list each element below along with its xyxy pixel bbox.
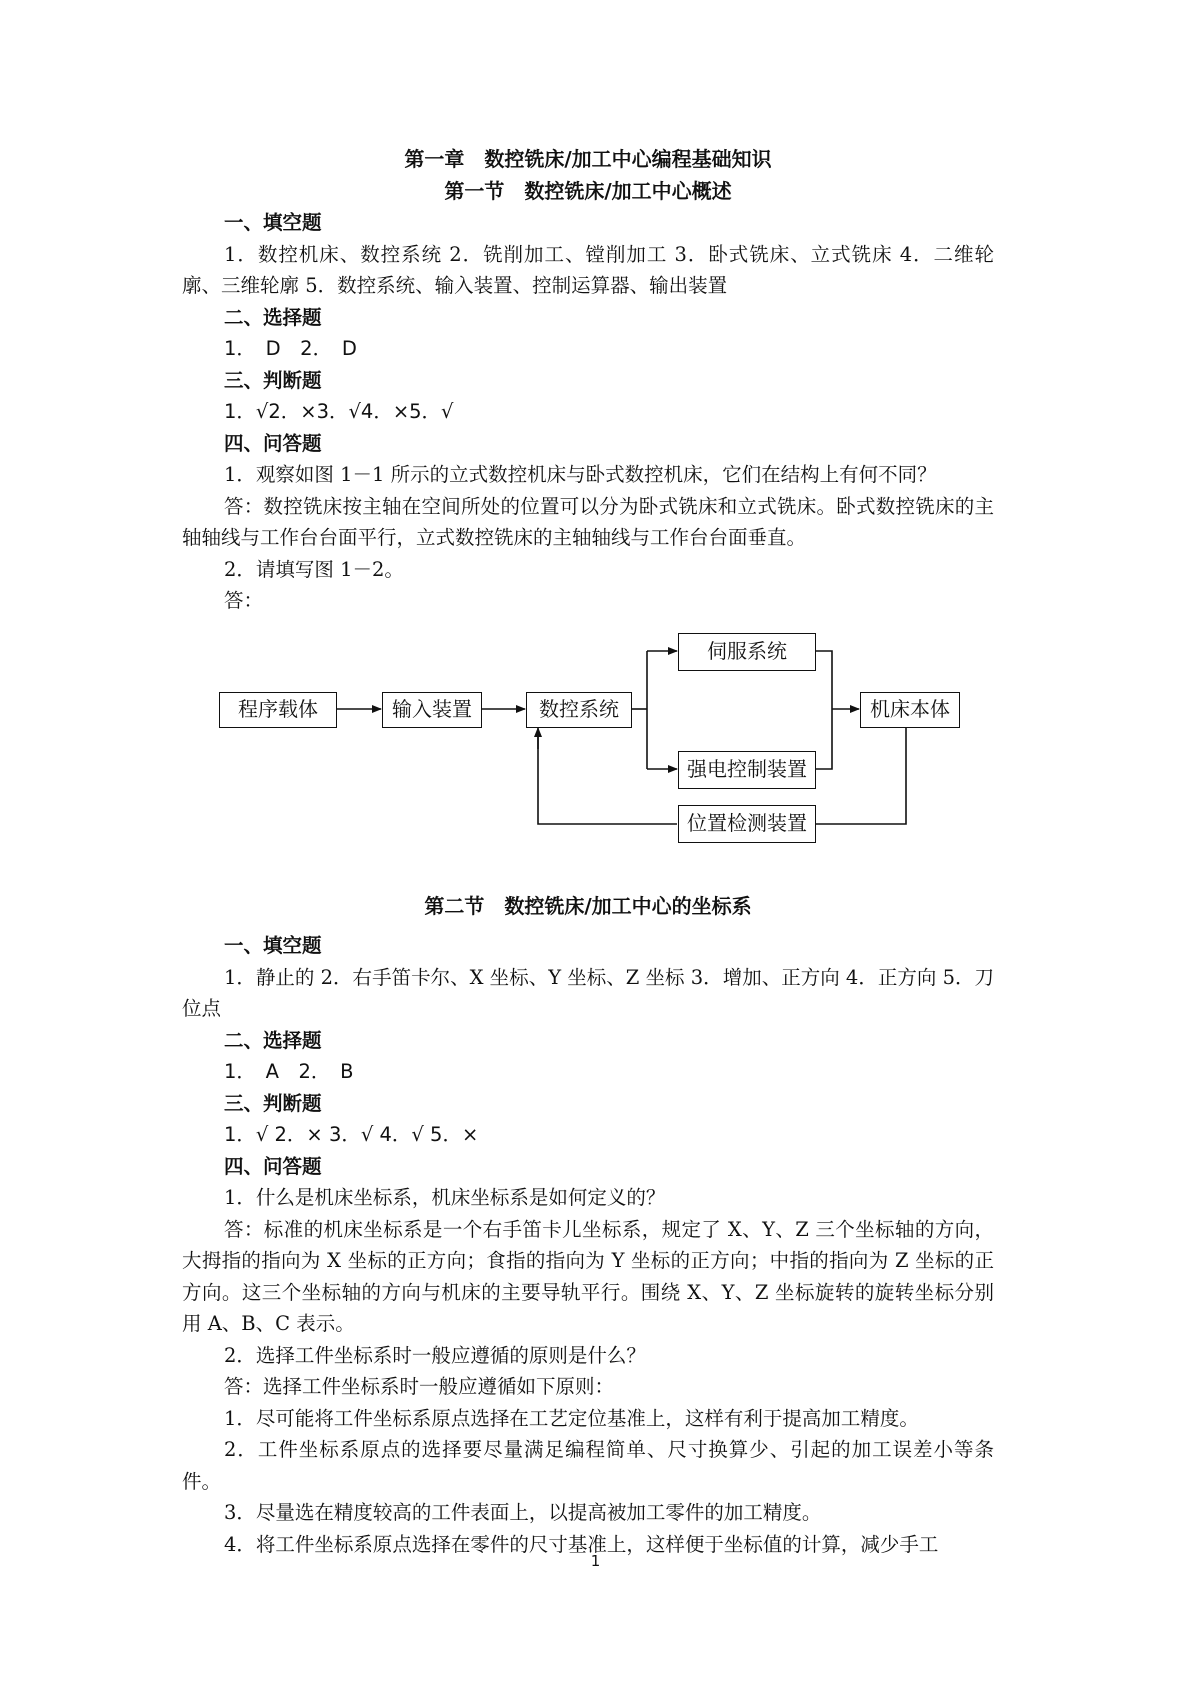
section1-qa-heading: 四、问答题 (224, 431, 322, 455)
section1-answer-1: 答：数控铣床按主轴在空间所处的位置可以分为卧式铣床和立式铣床。卧式数控铣床的主轴轴线与工作台台面平行，立式数控铣床的主轴轴线与工作台台面垂直。 (182, 494, 994, 549)
page-content (182, 144, 994, 1560)
principle-3: 3．尽量选在精度较高的工件表面上，以提高被加工零件的加工精度。 (224, 1501, 822, 1524)
section2-question-1: 1．什么是机床坐标系，机床坐标系是如何定义的？ (224, 1186, 666, 1209)
section1-judge-answers: 1．√2．×3．√4．×5．√ (224, 400, 454, 423)
section2-judge-heading: 三、判断题 (224, 1091, 322, 1115)
line-right-merge (816, 651, 832, 769)
section2-judge-answers: 1．√ 2．× 3．√ 4．√ 5．× (224, 1123, 479, 1146)
section2-choice-heading: 二、选择题 (224, 1028, 322, 1052)
section1-question-2: 2．请填写图 1－2。 (224, 557, 404, 581)
section2-answer-1: 答：标准的机床坐标系是一个右手笛卡儿坐标系，规定了 X、Y、Z 三个坐标轴的方向，大拇指的指向为 X 坐标的正方向；食指的指向为 Y 坐标的正方向；中指的指向为 Z 坐标的正方向。这三个坐标轴的方向与机床的主要导轨平行。围绕 X、Y、Z 坐标旋转的旋转坐标分别用 A、B、C 表示。 (182, 1217, 994, 1335)
principle-2: 2．工件坐标系原点的选择要尽量满足编程简单、尺寸换算少、引起的加工误差小等条件。 (182, 1438, 994, 1493)
section2-title: 第二节 数控铣床/加工中心的坐标系 (424, 893, 752, 918)
box-input-device: 输入装置 (382, 692, 482, 728)
section1-judge-heading: 三、判断题 (224, 368, 322, 392)
box-cnc-system: 数控系统 (526, 692, 632, 728)
cnc-block-diagram (182, 619, 994, 887)
page-number: 1 (590, 1552, 601, 1570)
box-position-detection: 位置检测装置 (678, 805, 816, 843)
section2-answer-2-intro: 答：选择工件坐标系时一般应遵循如下原则： (224, 1375, 615, 1398)
section2-choice-answers: 1． A 2． B (224, 1060, 354, 1083)
section1-fill-answers: 1．数控机床、数控系统 2．铣削加工、镗削加工 3．卧式铣床、立式铣床 4．二维轮廓、三维轮廓 5．数控系统、输入装置、控制运算器、输出装置 (182, 242, 994, 297)
section2-fill-heading: 一、填空题 (224, 934, 322, 957)
section1-fill-heading: 一、填空题 (224, 211, 322, 234)
box-program-carrier: 程序载体 (219, 692, 337, 728)
chapter-title: 第一章 数控铣床/加工中心编程基础知识 (404, 147, 772, 171)
line-body-to-detection (816, 727, 906, 824)
diagram-connectors (182, 619, 994, 887)
section1-answer-2: 答： (224, 589, 264, 612)
section2-fill-answers: 1．静止的 2．右手笛卡尔、X 坐标、Y 坐标、Z 坐标 3．增加、正方向 4．正方向 5．刀位点 (182, 965, 994, 1020)
section1-choice-answers: 1． D 2． D (224, 337, 357, 360)
section2-qa-heading: 四、问答题 (224, 1154, 322, 1178)
section1-question-1: 1．观察如图 1－1 所示的立式数控机床与卧式数控机床，它们在结构上有何不同？ (224, 463, 937, 486)
principle-4: 4．将工件坐标系原点选择在零件的尺寸基准上，这样便于坐标值的计算，减少手工 (224, 1532, 939, 1556)
section1-title: 第一节 数控铣床/加工中心概述 (444, 178, 732, 203)
box-servo-system: 伺服系统 (678, 633, 816, 671)
section2-question-2: 2．选择工件坐标系时一般应遵循的原则是什么？ (224, 1343, 646, 1367)
box-strong-current-control: 强电控制装置 (678, 751, 816, 789)
section1-choice-heading: 二、选择题 (224, 305, 322, 329)
line-detection-to-cnc (538, 737, 677, 824)
principle-1: 1．尽可能将工件坐标系原点选择在工艺定位基准上，这样有利于提高加工精度。 (224, 1406, 919, 1430)
box-machine-body: 机床本体 (860, 692, 960, 728)
